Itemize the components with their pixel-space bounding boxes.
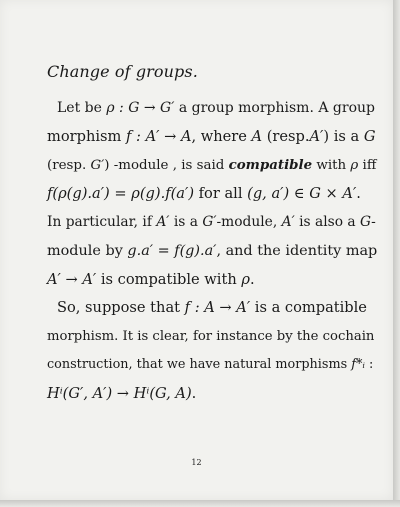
paragraph-2-line-4 bbox=[47, 380, 377, 409]
text: ) is a bbox=[323, 127, 364, 145]
text: a group morphism. A group bbox=[174, 100, 375, 116]
math: G bbox=[360, 214, 372, 231]
paragraph-1-line-6 bbox=[47, 237, 377, 266]
paragraph-2-line-2 bbox=[47, 323, 377, 352]
text: with bbox=[312, 158, 351, 174]
text: - bbox=[371, 214, 376, 231]
paragraph-1-line-3 bbox=[47, 151, 377, 180]
text: (resp. bbox=[47, 158, 91, 174]
math: G′ bbox=[202, 214, 217, 231]
page-number: 12 bbox=[191, 458, 202, 467]
text: . bbox=[191, 384, 197, 402]
math: (g, a′) ∈ G × A′ bbox=[247, 184, 357, 202]
text: iff bbox=[358, 158, 377, 174]
text: -module, bbox=[216, 214, 282, 231]
text: morphism bbox=[47, 127, 126, 145]
paragraph-1-line-5 bbox=[47, 208, 377, 237]
math: f : A′ → A bbox=[125, 127, 192, 145]
math: f*ᵢ bbox=[351, 357, 365, 373]
text: Let be bbox=[57, 100, 107, 116]
section-title: Change of groups. bbox=[47, 62, 198, 81]
math: A′ bbox=[156, 214, 170, 231]
text: (resp. bbox=[262, 127, 310, 145]
paragraph-1-line-1 bbox=[47, 94, 377, 123]
text: : bbox=[364, 357, 374, 373]
text: is compatible with bbox=[96, 270, 242, 288]
text: is a compatible bbox=[250, 299, 367, 317]
text: , where bbox=[191, 127, 252, 145]
math: ρ bbox=[350, 158, 359, 174]
math: f : A → A′ bbox=[184, 299, 251, 317]
paragraph-1-line-2 bbox=[47, 123, 377, 152]
math: G′ bbox=[90, 158, 105, 174]
text: , and the identity map bbox=[216, 242, 378, 259]
math: A′ → A′ bbox=[47, 270, 97, 288]
text: . bbox=[249, 270, 255, 288]
text: ) -module , is said bbox=[104, 158, 229, 174]
text: In particular, if bbox=[47, 214, 157, 231]
math: g.a′ = f(g).a′ bbox=[127, 242, 217, 259]
text: module by bbox=[47, 242, 128, 259]
paragraph-2-line-3 bbox=[47, 351, 377, 380]
paragraph-1-line-4 bbox=[47, 180, 377, 209]
math: f(ρ(g).a′) = ρ(g).f(a′) bbox=[47, 184, 195, 202]
math: A′ bbox=[281, 214, 295, 231]
math: Hⁱ(G′, A′) → Hⁱ(G, A) bbox=[47, 384, 192, 402]
text: for all bbox=[194, 184, 248, 202]
text: construction, that we have natural morphisms bbox=[47, 357, 352, 373]
math: G bbox=[363, 127, 376, 145]
text: So, suppose that bbox=[57, 299, 185, 317]
paragraph-1-line-7 bbox=[47, 266, 377, 295]
text: is also a bbox=[294, 214, 361, 231]
text: . bbox=[356, 184, 361, 202]
math: ρ : G → G′ bbox=[106, 100, 175, 116]
math: A′ bbox=[309, 127, 324, 145]
text: is a bbox=[169, 214, 203, 231]
math: A bbox=[251, 127, 263, 145]
text: morphism. It is clear, for instance by the cochain bbox=[47, 328, 375, 344]
emphasized-term: compatible bbox=[228, 157, 313, 174]
page-edge-right bbox=[393, 0, 400, 507]
page-edge-bottom bbox=[0, 500, 400, 507]
paragraph-2-line-1 bbox=[47, 294, 377, 323]
body-text bbox=[47, 94, 377, 409]
math: ρ bbox=[241, 270, 250, 288]
